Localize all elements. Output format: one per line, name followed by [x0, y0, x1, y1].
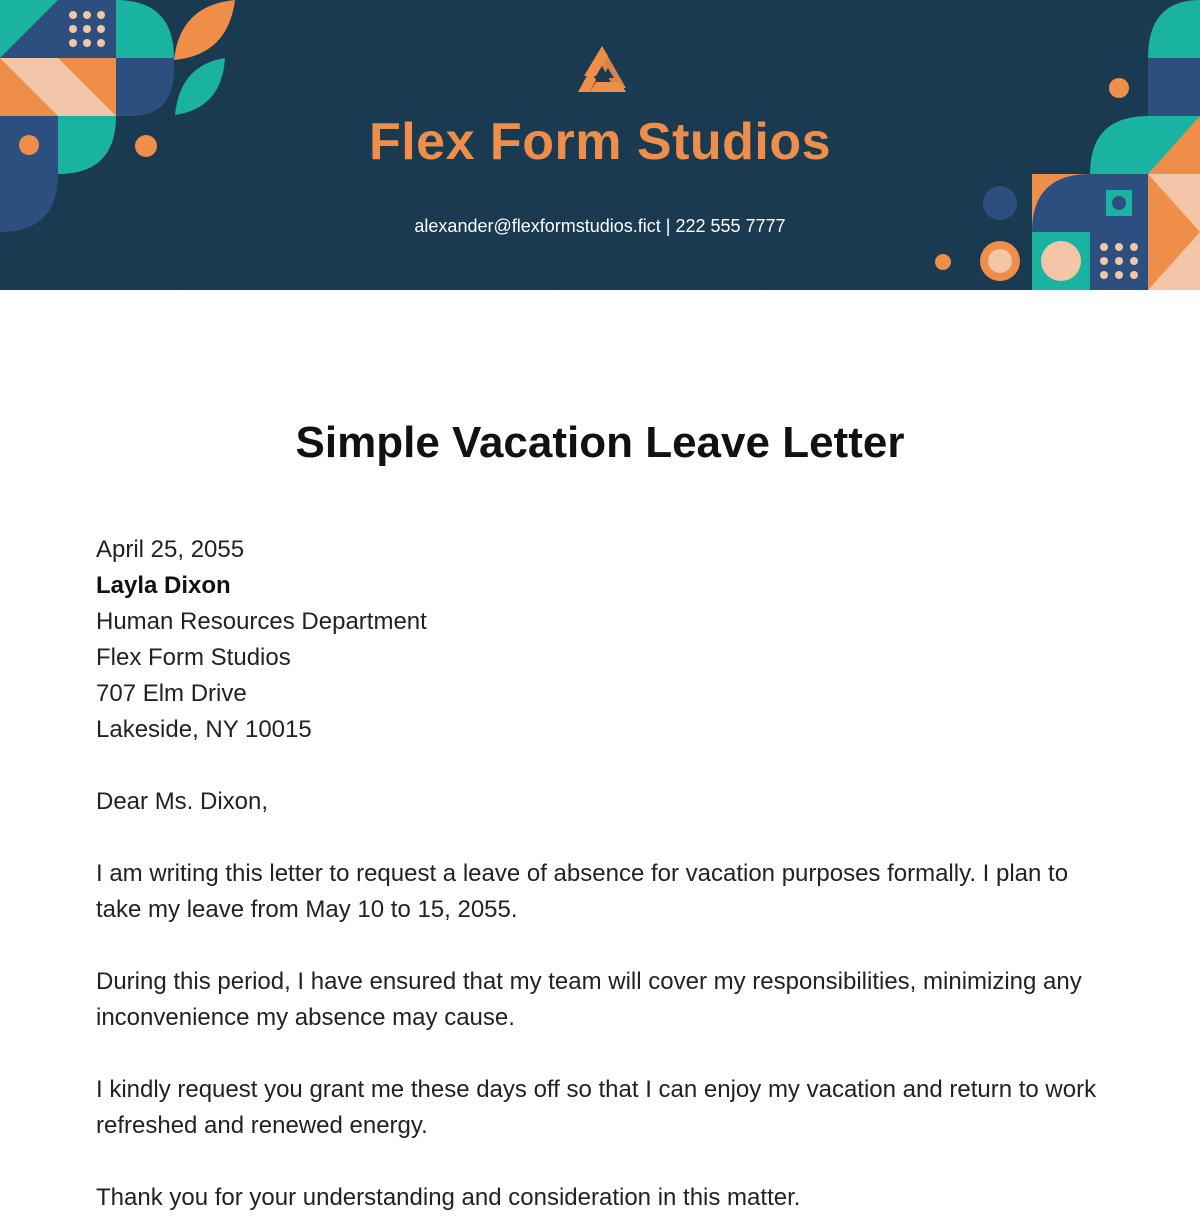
letter-date: April 25, 2055	[96, 536, 245, 563]
contact-line: alexander@flexformstudios.fict | 222 555 7777	[414, 216, 786, 236]
body-paragraph: I kindly request you grant me these days off so that I can enjoy my vacation and return to work refreshed and renewed energy.	[96, 1076, 1097, 1139]
salutation: Dear Ms. Dixon,	[96, 788, 269, 815]
letter-body	[96, 532, 1106, 1216]
recipient-department: Human Resources Department	[96, 608, 427, 635]
company-name: Flex Form Studios	[368, 113, 832, 171]
recipient-city-state-zip: Lakeside, NY 10015	[96, 716, 312, 743]
document-title: Simple Vacation Leave Letter	[295, 418, 905, 467]
triangle-knot-logo-icon	[574, 44, 630, 100]
recipient-company: Flex Form Studios	[96, 644, 291, 671]
header-banner	[0, 0, 1200, 290]
recipient-street: 707 Elm Drive	[96, 680, 247, 707]
body-paragraph: Thank you for your understanding and consideration in this matter.	[96, 1184, 801, 1211]
body-paragraph: I am writing this letter to request a leave of absence for vacation purposes formally. I plan to take my leave from May 10 to 15, 2055.	[96, 860, 1069, 923]
recipient-name: Layla Dixon	[96, 572, 231, 599]
body-paragraph: During this period, I have ensured that my team will cover my responsibilities, minimizing any inconvenience my absence may cause.	[96, 968, 1082, 1031]
